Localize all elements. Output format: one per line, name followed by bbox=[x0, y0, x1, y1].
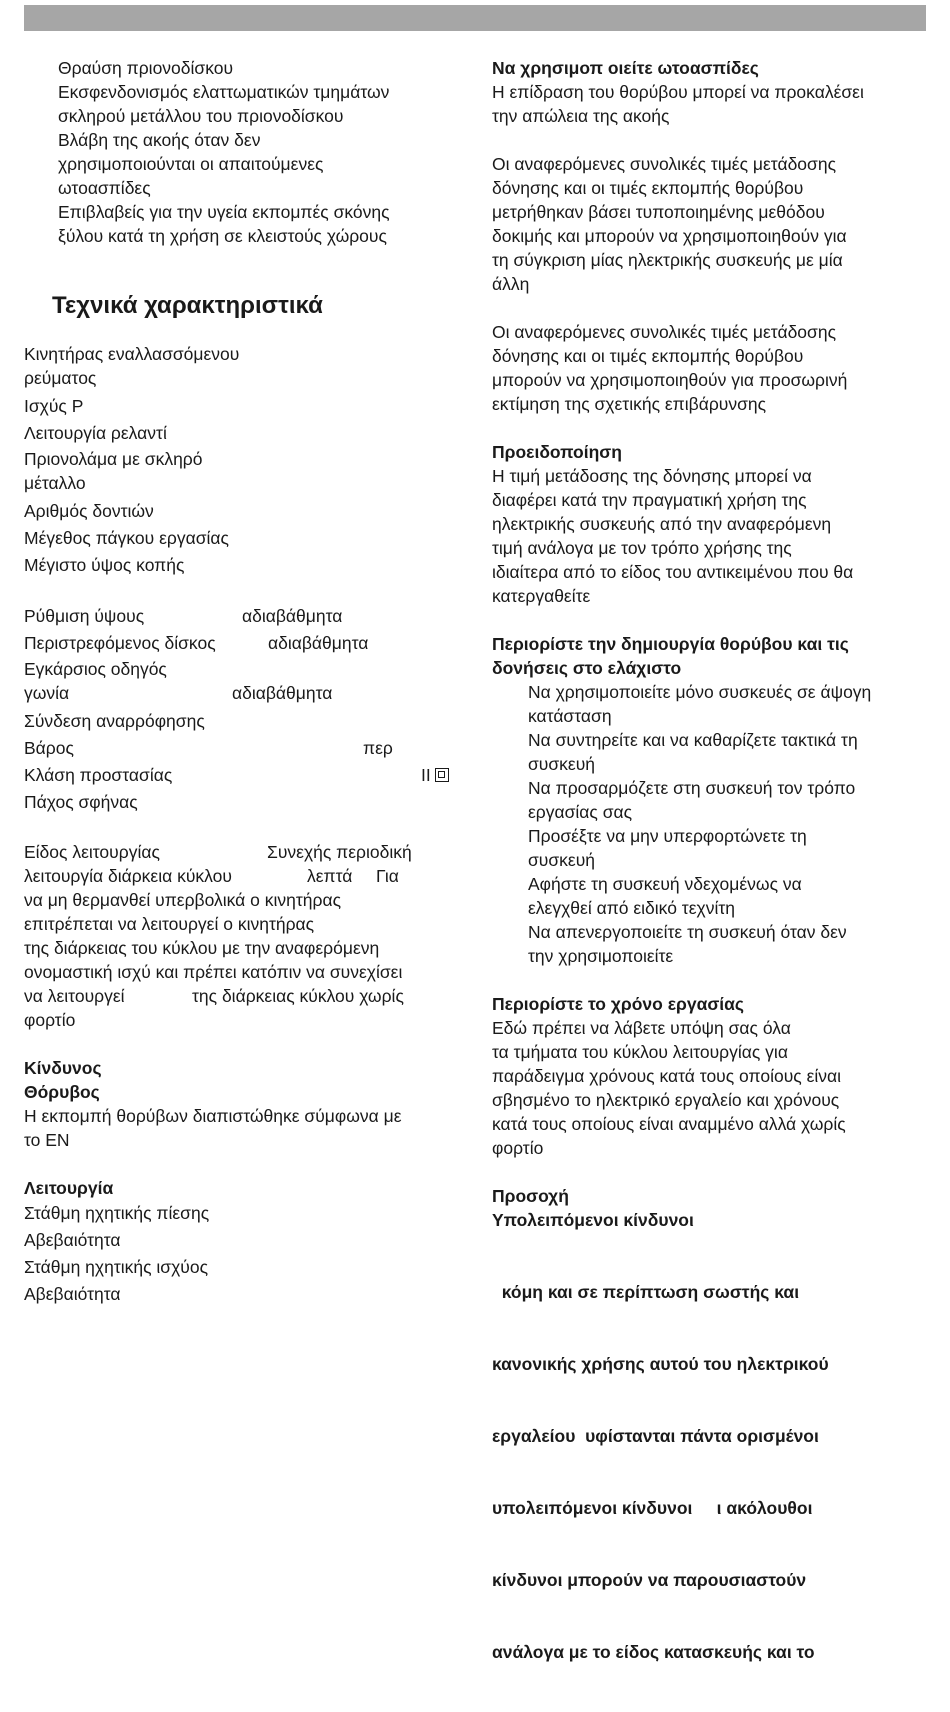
list-item: Να προσαρμόζετε στη συσκευή τον τρόπο bbox=[528, 778, 856, 798]
text: επιτρέπεται να λειτουργεί ο κινητήρας bbox=[24, 914, 315, 934]
text: να μη θερμανθεί υπερβολικά ο κινητήρας bbox=[24, 890, 342, 910]
spec-label: ρεύματος bbox=[24, 368, 97, 388]
hazard-list bbox=[24, 56, 464, 248]
text: Εδώ πρέπει να λάβετε υπόψη σας όλα bbox=[492, 1018, 791, 1038]
text: τα τμήματα του κύκλου λειτουργίας για bbox=[492, 1042, 788, 1062]
text: φορτίο bbox=[492, 1138, 544, 1158]
spec-idle: Λειτουργία ρελαντί bbox=[24, 423, 167, 443]
text: φορτίο bbox=[24, 1010, 76, 1030]
spec-label: Στάθμη ηχητικής ισχύος bbox=[24, 1257, 209, 1277]
spec-label: Περιστρεφόμενος δίσκος bbox=[24, 633, 216, 653]
spec-table: Μέγεθος πάγκου εργασίας bbox=[24, 528, 229, 548]
spec-value: αδιαβάθμητα bbox=[232, 683, 333, 703]
list-item: Να απενεργοποιείτε τη συσκευή όταν δεν bbox=[528, 922, 847, 942]
text: την απώλεια της ακοής bbox=[492, 106, 670, 126]
text: Συνεχής περιοδική bbox=[267, 842, 412, 862]
heading-limit-noise bbox=[492, 632, 932, 680]
heading-line: Περιορίστε την δημιουργία θορύβου και τις bbox=[492, 634, 849, 654]
spec-group-1 bbox=[24, 342, 464, 579]
text: μετρήθηκαν βάσει τυποποιημένης μεθόδου bbox=[492, 202, 825, 222]
list-item: Θραύση πριονοδίσκου bbox=[58, 58, 234, 78]
text: να λειτουργεί bbox=[24, 986, 125, 1006]
spec-label: Αβεβαιότητα bbox=[24, 1284, 121, 1304]
heading-attention: Προσοχή bbox=[492, 1186, 569, 1206]
spec-label: Βάρος bbox=[24, 738, 74, 758]
text: λεπτά bbox=[307, 866, 353, 886]
list-item: Προσέξτε να μην υπερφορτώνετε τη bbox=[528, 826, 807, 846]
text: κανονικής χρήσης αυτού του ηλεκτρικού bbox=[492, 1354, 829, 1374]
paragraph-vibration-2 bbox=[492, 320, 932, 416]
text: κόμη και σε περίπτωση σωστής και bbox=[492, 1282, 800, 1302]
spec-cut-height: Μέγιστο ύψος κοπής bbox=[24, 555, 185, 575]
spec-wedge: Πάχος σφήνας bbox=[24, 792, 138, 812]
spec-suction: Σύνδεση αναρρόφησης bbox=[24, 711, 205, 731]
text: μπορούν να χρησιμοποιηθούν για προσωρινή bbox=[492, 370, 848, 390]
text: ανάλογα με το είδος κατασκευής και το bbox=[492, 1642, 815, 1662]
heading-operation: Λειτουργία bbox=[24, 1178, 114, 1198]
text: κατά τους οποίους είναι αναμμένο αλλά χωρίς bbox=[492, 1114, 846, 1134]
list-item: Να συντηρείτε και να καθαρίζετε τακτικά τη bbox=[528, 730, 858, 750]
heading-warning: Προειδοποίηση bbox=[492, 442, 622, 462]
text: τη σύγκριση μίας ηλεκτρικής συσκευής με μία bbox=[492, 250, 843, 270]
paragraph-residual bbox=[492, 1232, 932, 1712]
double-insulation-icon bbox=[435, 768, 449, 782]
text: δόνησης και οι τιμές εκπομπής θορύβου bbox=[492, 178, 804, 198]
list-item: κατάσταση bbox=[528, 706, 612, 726]
header-bar bbox=[24, 5, 926, 31]
section-title-specs: Τεχνικά χαρακτηριστικά bbox=[52, 292, 323, 319]
spec-guide bbox=[24, 657, 464, 705]
text: Οι αναφερόμενες συνολικές τιμές μετάδοσης bbox=[492, 154, 837, 174]
spec-group-2 bbox=[24, 603, 464, 816]
text: Είδος λειτουργίας bbox=[24, 842, 160, 862]
paragraph-warning bbox=[492, 464, 932, 608]
spec-label: Κινητήρας εναλλασσόμενου bbox=[24, 344, 240, 364]
operation-values bbox=[24, 1200, 464, 1308]
text: σβησμένο το ηλεκτρικό εργαλείο και χρόνους bbox=[492, 1090, 840, 1110]
text: εργαλείου υφίστανται πάντα ορισμένοι bbox=[492, 1426, 819, 1446]
list-item: Επιβλαβείς για την υγεία εκπομπές σκόνης bbox=[58, 202, 390, 222]
spec-label: Πριονολάμα με σκληρό bbox=[24, 449, 203, 469]
text: ηλεκτρικής συσκευής από την αναφερόμενη bbox=[492, 514, 832, 534]
spec-height-adj bbox=[24, 603, 464, 630]
limit-list bbox=[492, 680, 932, 968]
text: Η τιμή μετάδοσης της δόνησης μπορεί να bbox=[492, 466, 812, 486]
heading-line: δονήσεις στο ελάχιστο bbox=[492, 658, 682, 678]
spec-teeth: Αριθμός δοντιών bbox=[24, 501, 154, 521]
list-item: την χρησιμοποιείτε bbox=[528, 946, 674, 966]
spec-label: Στάθμη ηχητικής πίεσης bbox=[24, 1203, 210, 1223]
spec-motor bbox=[24, 342, 464, 390]
list-item: ωτοασπίδες bbox=[58, 178, 151, 198]
list-item: ελεγχθεί από ειδικό τεχνίτη bbox=[528, 898, 735, 918]
text: κίνδυνοι μπορούν να παρουσιαστούν bbox=[492, 1570, 807, 1590]
paragraph-time bbox=[492, 1016, 932, 1160]
spec-power: Ισχύς P bbox=[24, 396, 84, 416]
spec-label: γωνία bbox=[24, 683, 70, 703]
list-item: χρησιμοποιούνται οι απαιτούμενες bbox=[58, 154, 324, 174]
list-item: Εκσφενδονισμός ελαττωματικών τμημάτων bbox=[58, 82, 390, 102]
text: ονομαστική ισχύ και πρέπει κατόπιν να συνεχίσει bbox=[24, 962, 403, 982]
list-item: συσκευή bbox=[528, 850, 596, 870]
text: τιμή ανάλογα με τον τρόπο χρήσης της bbox=[492, 538, 792, 558]
heading-limit-time: Περιορίστε το χρόνο εργασίας bbox=[492, 994, 745, 1014]
text: παράδειγμα χρόνους κατά τους οποίους είναι bbox=[492, 1066, 842, 1086]
text: κατεργαθείτε bbox=[492, 586, 591, 606]
operating-mode-paragraph bbox=[24, 840, 464, 1032]
left-column bbox=[24, 56, 464, 1308]
text: Η εκπομπή θορύβων διαπιστώθηκε σύμφωνα με bbox=[24, 1106, 402, 1126]
text: άλλη bbox=[492, 274, 530, 294]
text: το EN bbox=[24, 1130, 70, 1150]
spec-label: Εγκάρσιος οδηγός bbox=[24, 659, 167, 679]
list-item: εργασίας σας bbox=[528, 802, 633, 822]
heading-ear-protection: Να χρησιμοπ οιείτε ωτοασπίδες bbox=[492, 58, 759, 78]
spec-label: Αβεβαιότητα bbox=[24, 1230, 121, 1250]
spec-value: περ bbox=[363, 738, 393, 758]
heading-danger: Κίνδυνος bbox=[24, 1058, 102, 1078]
list-item: Βλάβη της ακοής όταν δεν bbox=[58, 130, 261, 150]
list-item: συσκευή bbox=[528, 754, 596, 774]
spec-value: II bbox=[421, 765, 431, 785]
paragraph-vibration-1 bbox=[492, 152, 932, 296]
text: Οι αναφερόμενες συνολικές τιμές μετάδοσης bbox=[492, 322, 837, 342]
spec-label: μέταλλο bbox=[24, 473, 86, 493]
list-item: Να χρησιμοποιείτε μόνο συσκευές σε άψογη bbox=[528, 682, 872, 702]
spec-protection bbox=[24, 762, 464, 789]
text: δόνησης και οι τιμές εκπομπής θορύβου bbox=[492, 346, 804, 366]
text: υπολειπόμενοι κίνδυνοι ι ακόλουθοι bbox=[492, 1498, 813, 1518]
text: ιδιαίτερα από το είδος του αντικειμένου που θα bbox=[492, 562, 854, 582]
text: Η επίδραση του θορύβου μπορεί να προκαλέσει bbox=[492, 82, 864, 102]
spec-rot-disc bbox=[24, 630, 464, 657]
spec-weight bbox=[24, 735, 464, 762]
text: δοκιμής και μπορούν να χρησιμοποιηθούν για bbox=[492, 226, 847, 246]
heading-residual-risks: Υπολειπόμενοι κίνδυνοι bbox=[492, 1210, 694, 1230]
list-item: Αφήστε τη συσκευή νδεχομένως να bbox=[528, 874, 802, 894]
spec-label: Ρύθμιση ύψους bbox=[24, 606, 145, 626]
text: λειτουργία διάρκεια κύκλου bbox=[24, 866, 232, 886]
spec-value: αδιαβάθμητα bbox=[268, 633, 369, 653]
spec-label: Κλάση προστασίας bbox=[24, 765, 173, 785]
list-item: σκληρού μετάλλου του πριονοδίσκου bbox=[58, 106, 344, 126]
text: της διάρκειας του κύκλου με την αναφερόμενη bbox=[24, 938, 380, 958]
text: διαφέρει κατά την πραγματική χρήση της bbox=[492, 490, 807, 510]
heading-noise: Θόρυβος bbox=[24, 1082, 100, 1102]
text: Για bbox=[376, 866, 399, 886]
text: της διάρκειας κύκλου χωρίς bbox=[192, 986, 404, 1006]
spec-value: αδιαβάθμητα bbox=[242, 606, 343, 626]
right-column bbox=[492, 56, 932, 1712]
list-item: ξύλου κατά τη χρήση σε κλειστούς χώρους bbox=[58, 226, 387, 246]
spec-blade bbox=[24, 447, 464, 495]
text: εκτίμηση της σχετικής επιβάρυνσης bbox=[492, 394, 767, 414]
